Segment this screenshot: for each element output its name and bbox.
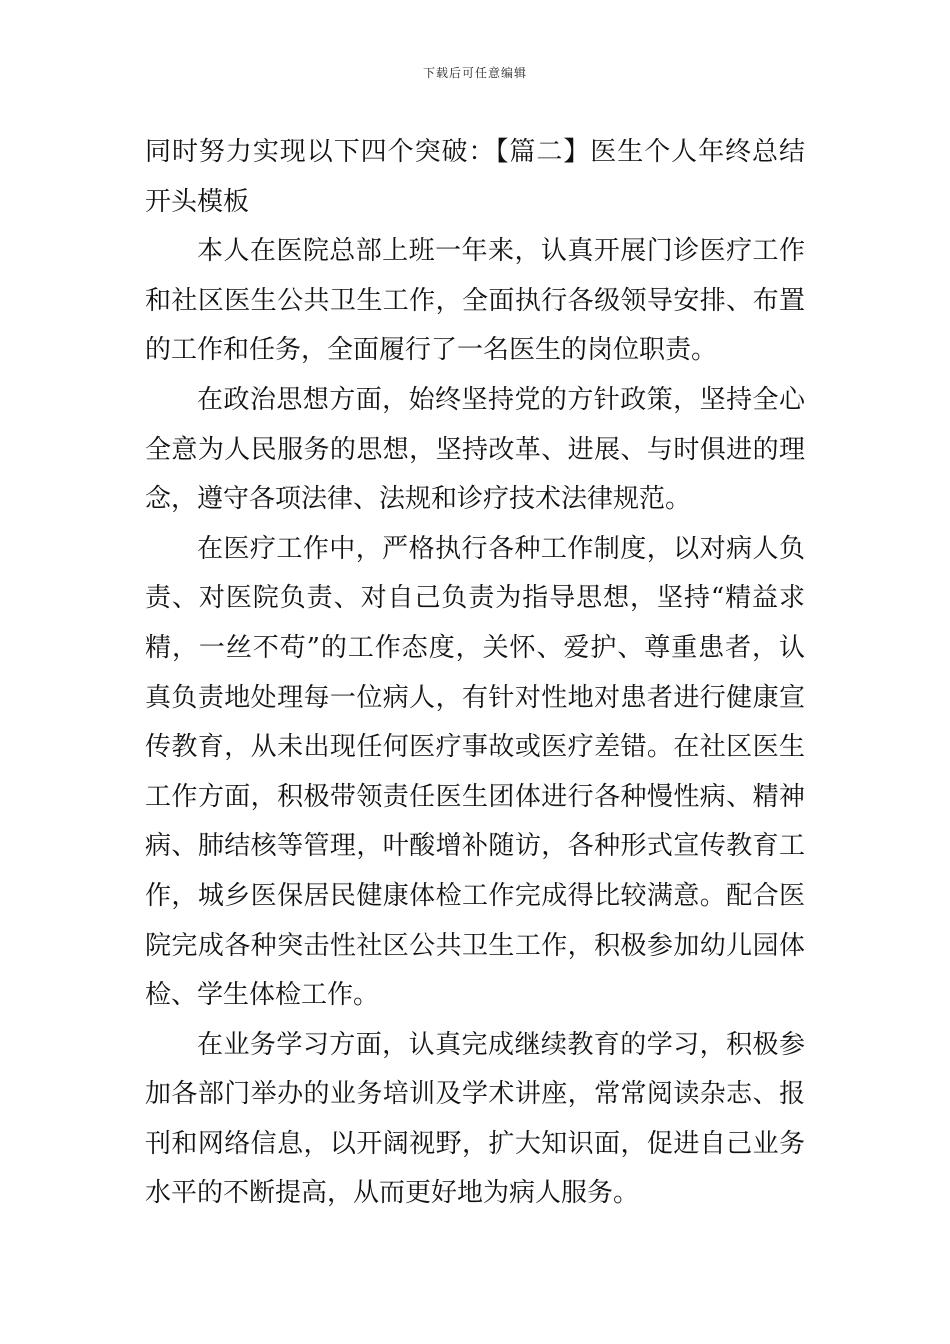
page-header: 下载后可任意编辑 [422, 66, 527, 80]
paragraph-overview: 本人在医院总部上班一年来，认真开展门诊医疗工作和社区医生公共卫生工作，全面执行各级领导安排、布置的工作和任务，全面履行了一名医生的岗位职责。 [145, 236, 805, 366]
paragraph-study: 在业务学习方面，认真完成继续教育的学习，积极参加各部门举办的业务培训及学术讲座，常常阅读杂志、报刊和网络信息，以开阔视野，扩大知识面，促进自己业务水平的不断提高，从而更好地为病人服务。 [145, 1029, 805, 1209]
paragraph-intro: 同时努力实现以下四个突破：【篇二】医生个人年终总结开头模板 [145, 137, 805, 217]
paragraph-medical-work: 在医疗工作中，严格执行各种工作制度，以对病人负责、对医院负责、对自己负责为指导思想，坚持“精益求精，一丝不苟”的工作态度，关怀、爱护、尊重患者，认真负责地处理每一位病人，有针对性地对患者进行健康宣传教育，从未出现任何医疗事故或医疗差错。在社区医生工作方面，积极带领责任医生团体进行各种慢性病、精神病、肺结核等管理，叶酸增补随访，各种形式宣传教育工作，城乡医保居民健康体检工作完成得比较满意。配合医院完成各种突击性社区公共卫生工作，积极参加幼儿园体检、学生体检工作。 [145, 533, 805, 1011]
document-body [145, 128, 805, 1219]
paragraph-political: 在政治思想方面，始终坚持党的方针政策，坚持全心全意为人民服务的思想，坚持改革、进展、与时俱进的理念，遵守各项法律、法规和诊疗技术法律规范。 [145, 384, 805, 515]
